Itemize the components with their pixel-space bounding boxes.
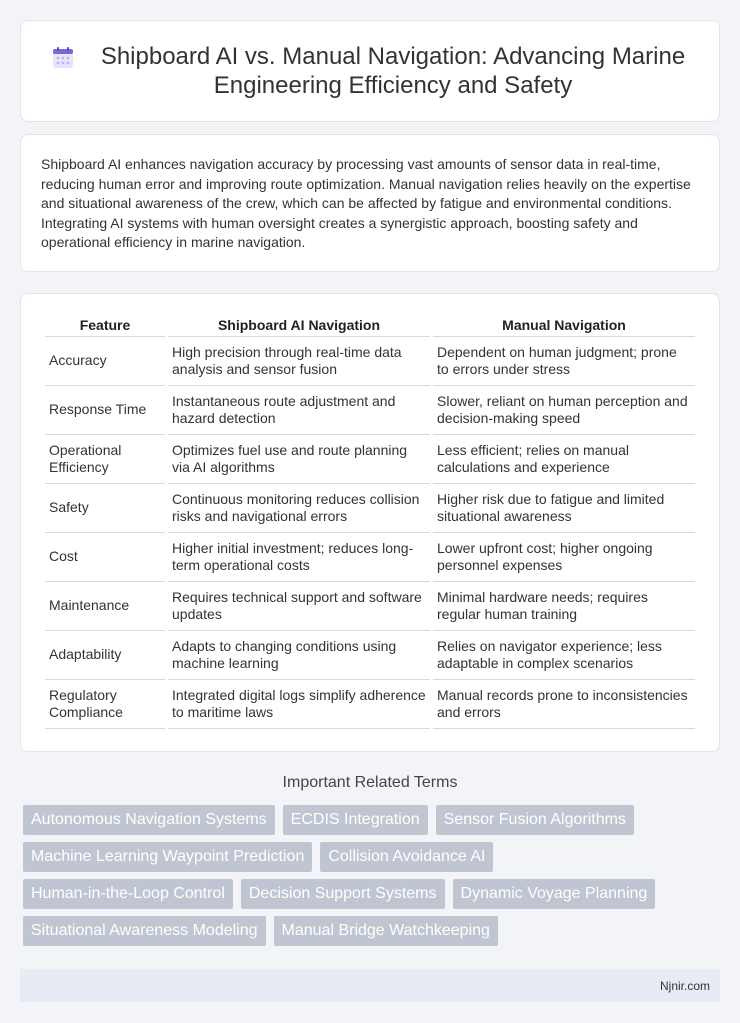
- comparison-table-card: [20, 293, 720, 752]
- manual-cell: Relies on navigator experience; less adaptable in complex scenarios: [433, 631, 695, 680]
- manual-cell: Higher risk due to fatigue and limited situational awareness: [433, 484, 695, 533]
- summary-card: [20, 134, 720, 272]
- table-row: [45, 631, 695, 680]
- related-term-tag[interactable]: Collision Avoidance AI: [320, 842, 493, 872]
- related-term-tag[interactable]: Sensor Fusion Algorithms: [436, 805, 634, 835]
- related-term-tag[interactable]: Manual Bridge Watchkeeping: [274, 916, 498, 946]
- footer: [20, 969, 720, 1002]
- ai-cell: Requires technical support and software updates: [168, 582, 430, 631]
- table-row: [45, 582, 695, 631]
- table-header-row: [45, 312, 695, 337]
- feature-cell: Response Time: [45, 386, 165, 435]
- feature-cell: Safety: [45, 484, 165, 533]
- title-card: [20, 20, 720, 122]
- comparison-table: [42, 312, 698, 729]
- header-feature: Feature: [45, 312, 165, 337]
- feature-cell: Adaptability: [45, 631, 165, 680]
- feature-cell: Cost: [45, 533, 165, 582]
- manual-cell: Minimal hardware needs; requires regular human training: [433, 582, 695, 631]
- manual-cell: Manual records prone to inconsistencies and errors: [433, 680, 695, 729]
- related-term-tag[interactable]: Machine Learning Waypoint Prediction: [23, 842, 312, 872]
- related-terms-title: Important Related Terms: [282, 774, 458, 791]
- feature-cell: Accuracy: [45, 337, 165, 386]
- related-term-tag[interactable]: ECDIS Integration: [283, 805, 428, 835]
- header-manual-navigation: Manual Navigation: [433, 312, 695, 337]
- table-row: [45, 386, 695, 435]
- table-row: [45, 533, 695, 582]
- manual-cell: Less efficient; relies on manual calculations and experience: [433, 435, 695, 484]
- header-ai-navigation: Shipboard AI Navigation: [168, 312, 430, 337]
- page-title: Shipboard AI vs. Manual Navigation: Advancing Marine Engineering Efficiency and Safety: [100, 43, 686, 99]
- feature-cell: Operational Efficiency: [45, 435, 165, 484]
- related-term-tag[interactable]: Human-in-the-Loop Control: [23, 879, 233, 909]
- title-wrap: [51, 42, 689, 100]
- related-term-tag[interactable]: Situational Awareness Modeling: [23, 916, 266, 946]
- ai-cell: Integrated digital logs simplify adherence to maritime laws: [168, 680, 430, 729]
- ai-cell: Continuous monitoring reduces collision risks and navigational errors: [168, 484, 430, 533]
- manual-cell: Dependent on human judgment; prone to errors under stress: [433, 337, 695, 386]
- ai-cell: Instantaneous route adjustment and hazard detection: [168, 386, 430, 435]
- feature-cell: Maintenance: [45, 582, 165, 631]
- footer-brand[interactable]: Njnir.com: [659, 978, 710, 993]
- ai-cell: Higher initial investment; reduces long-term operational costs: [168, 533, 430, 582]
- table-row: [45, 337, 695, 386]
- related-terms-section: [20, 774, 720, 953]
- ai-cell: High precision through real-time data analysis and sensor fusion: [168, 337, 430, 386]
- ai-cell: Adapts to changing conditions using machine learning: [168, 631, 430, 680]
- table-row: [45, 680, 695, 729]
- table-row: [45, 484, 695, 533]
- ai-cell: Optimizes fuel use and route planning via AI algorithms: [168, 435, 430, 484]
- related-term-tag[interactable]: Dynamic Voyage Planning: [453, 879, 656, 909]
- calendar-icon: [51, 46, 75, 70]
- related-terms-tags: [20, 805, 720, 953]
- summary-text: Shipboard AI enhances navigation accuracy by processing vast amounts of sensor data in real-time, reducing human error and improving route optimization. Manual navigation relies heavily on the expertise and situational awareness of the crew, which can be affected by fatigue and environmental conditions. Integrating AI systems with human oversight creates a synergistic approach, boosting safety and operational efficiency in marine navigation.: [41, 156, 691, 251]
- manual-cell: Slower, reliant on human perception and decision-making speed: [433, 386, 695, 435]
- related-term-tag[interactable]: Decision Support Systems: [241, 879, 445, 909]
- manual-cell: Lower upfront cost; higher ongoing personnel expenses: [433, 533, 695, 582]
- related-term-tag[interactable]: Autonomous Navigation Systems: [23, 805, 275, 835]
- table-row: [45, 435, 695, 484]
- feature-cell: Regulatory Compliance: [45, 680, 165, 729]
